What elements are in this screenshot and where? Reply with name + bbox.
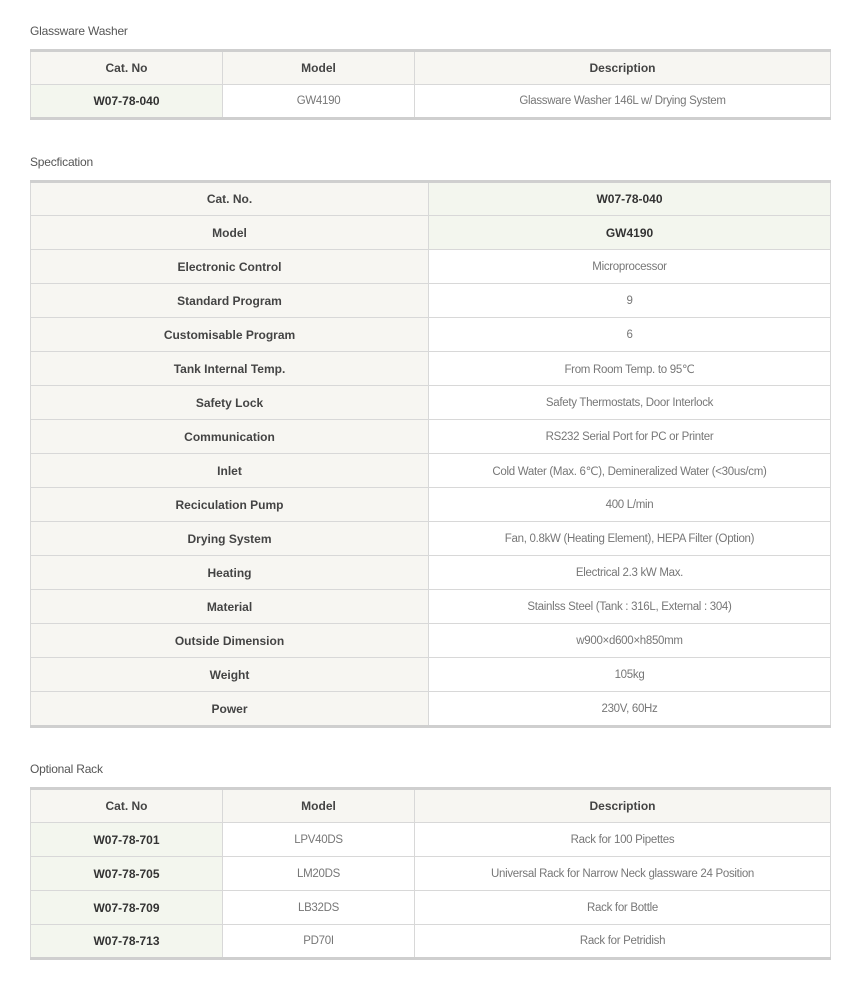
model-cell: LPV40DS: [223, 823, 415, 857]
spec-row: [31, 420, 831, 454]
spec-label: Tank Internal Temp.: [31, 352, 429, 386]
spec-label: Cat. No.: [31, 182, 429, 216]
spec-label: Material: [31, 590, 429, 624]
spec-value: Stainlss Steel (Tank : 316L, External : 304): [429, 590, 831, 624]
table-row: [31, 857, 831, 891]
spec-value: 105kg: [429, 658, 831, 692]
spec-row: [31, 488, 831, 522]
spec-row: [31, 522, 831, 556]
spec-label: Model: [31, 216, 429, 250]
cat-no-cell: W07-78-709: [31, 891, 223, 925]
spec-label: Heating: [31, 556, 429, 590]
spec-label: Weight: [31, 658, 429, 692]
header-model: Model: [223, 789, 415, 823]
model-cell: LM20DS: [223, 857, 415, 891]
washer-table: [30, 49, 831, 120]
spec-row: [31, 352, 831, 386]
spec-row: [31, 556, 831, 590]
spec-label: Inlet: [31, 454, 429, 488]
header-description: Description: [415, 51, 831, 85]
spec-row: [31, 590, 831, 624]
table-row: [31, 891, 831, 925]
description-cell: Rack for Petridish: [415, 925, 831, 959]
spec-row: [31, 658, 831, 692]
header-cat-no: Cat. No: [31, 789, 223, 823]
spec-row: [31, 250, 831, 284]
spec-value: 9: [429, 284, 831, 318]
spec-row: [31, 284, 831, 318]
spec-value: Electrical 2.3 kW Max.: [429, 556, 831, 590]
spec-value: RS232 Serial Port for PC or Printer: [429, 420, 831, 454]
table-row: [31, 823, 831, 857]
spec-row: [31, 386, 831, 420]
spec-value: w900×d600×h850mm: [429, 624, 831, 658]
spec-row-cat-no: [31, 182, 831, 216]
spec-label: Standard Program: [31, 284, 429, 318]
cat-no-cell: W07-78-040: [31, 85, 223, 119]
description-cell: Rack for 100 Pipettes: [415, 823, 831, 857]
spec-label: Outside Dimension: [31, 624, 429, 658]
cat-no-cell: W07-78-713: [31, 925, 223, 959]
table-row: [31, 925, 831, 959]
spec-row: [31, 692, 831, 727]
spec-row: [31, 454, 831, 488]
spec-value: 400 L/min: [429, 488, 831, 522]
spec-label: Drying System: [31, 522, 429, 556]
spec-value: W07-78-040: [429, 182, 831, 216]
spec-label: Reciculation Pump: [31, 488, 429, 522]
spec-value: Cold Water (Max. 6℃), Demineralized Water (<30us/cm): [429, 454, 831, 488]
spec-value: Fan, 0.8kW (Heating Element), HEPA Filter (Option): [429, 522, 831, 556]
cat-no-cell: W07-78-701: [31, 823, 223, 857]
table-row: [31, 85, 831, 119]
model-cell: PD70I: [223, 925, 415, 959]
spec-value: 6: [429, 318, 831, 352]
spec-value: 230V, 60Hz: [429, 692, 831, 727]
spec-label: Customisable Program: [31, 318, 429, 352]
rack-table: [30, 787, 831, 960]
spec-label: Electronic Control: [31, 250, 429, 284]
rack-section-title: Optional Rack: [30, 762, 103, 776]
washer-section-title: Glassware Washer: [30, 24, 128, 38]
cat-no-cell: W07-78-705: [31, 857, 223, 891]
spec-label: Power: [31, 692, 429, 727]
spec-value: Safety Thermostats, Door Interlock: [429, 386, 831, 420]
header-cat-no: Cat. No: [31, 51, 223, 85]
spec-value: From Room Temp. to 95℃: [429, 352, 831, 386]
spec-section-title: Specfication: [30, 155, 93, 169]
header-model: Model: [223, 51, 415, 85]
spec-row-model: [31, 216, 831, 250]
spec-row: [31, 318, 831, 352]
spec-value: Microprocessor: [429, 250, 831, 284]
spec-value: GW4190: [429, 216, 831, 250]
description-cell: Glassware Washer 146L w/ Drying System: [415, 85, 831, 119]
header-description: Description: [415, 789, 831, 823]
spec-label: Safety Lock: [31, 386, 429, 420]
table-header-row: [31, 51, 831, 85]
spec-table: [30, 180, 831, 728]
description-cell: Universal Rack for Narrow Neck glassware 24 Position: [415, 857, 831, 891]
model-cell: LB32DS: [223, 891, 415, 925]
table-header-row: [31, 789, 831, 823]
description-cell: Rack for Bottle: [415, 891, 831, 925]
model-cell: GW4190: [223, 85, 415, 119]
spec-label: Communication: [31, 420, 429, 454]
spec-row: [31, 624, 831, 658]
